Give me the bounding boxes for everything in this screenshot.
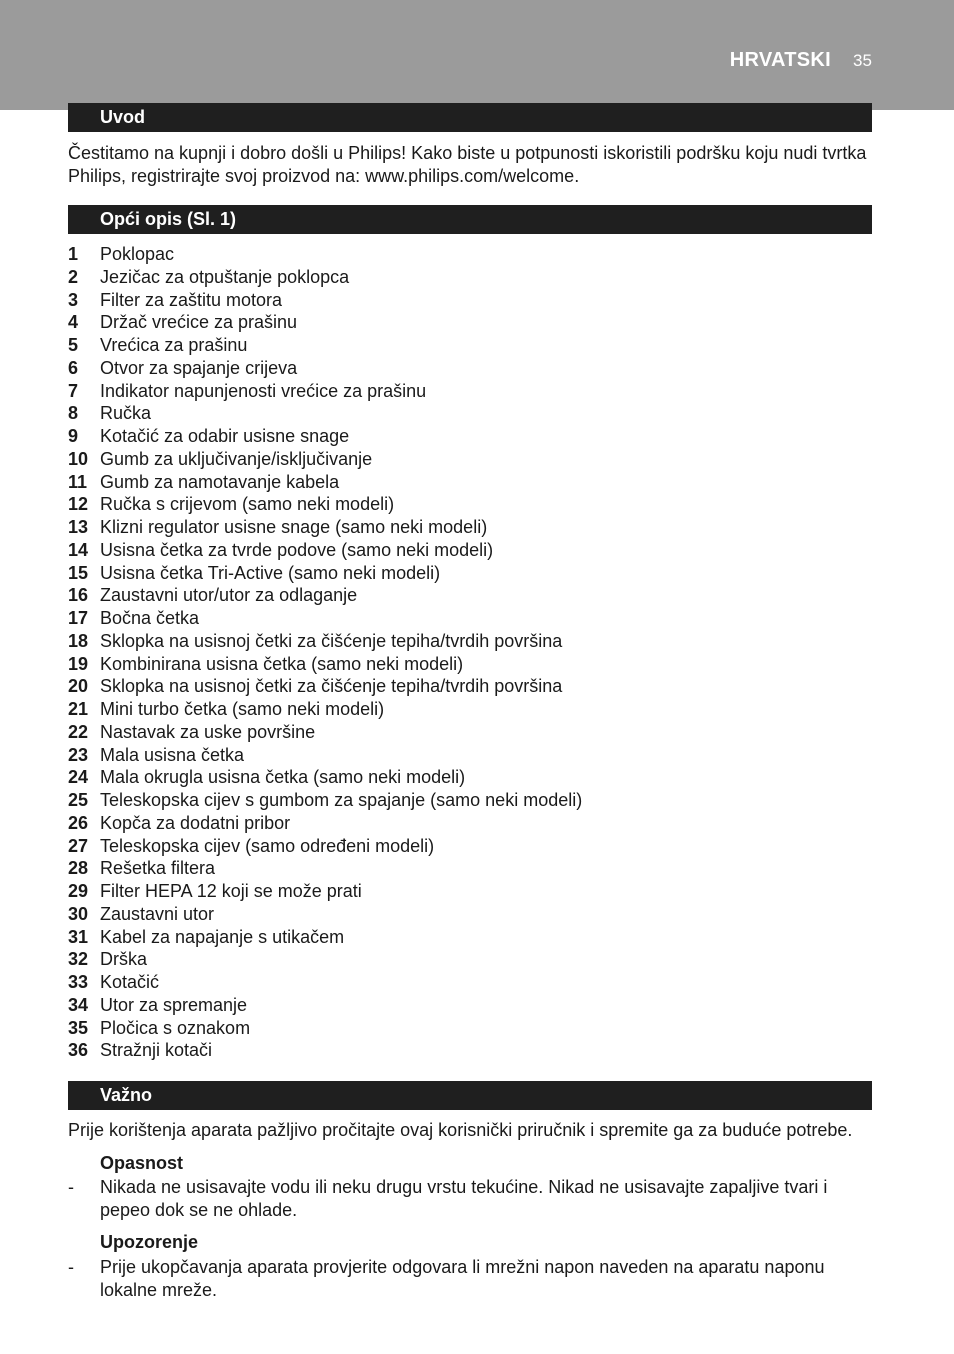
language-label: HRVATSKI bbox=[729, 49, 831, 71]
list-item bbox=[68, 380, 582, 403]
list-item bbox=[68, 812, 582, 835]
list-item bbox=[68, 1017, 582, 1040]
item-label: Gumb za namotavanje kabela bbox=[100, 471, 340, 492]
item-label: Kotačić bbox=[100, 972, 160, 992]
item-label: Ručka s crijevom (samo neki modeli) bbox=[100, 494, 395, 515]
item-number: 3 bbox=[68, 289, 79, 310]
list-item bbox=[68, 243, 582, 266]
list-item bbox=[68, 903, 582, 926]
list-item bbox=[68, 562, 582, 585]
item-label: Sklopka na usisnoj četki za čišćenje tepiha/tvrdih površina bbox=[100, 676, 563, 697]
item-number: 8 bbox=[68, 403, 79, 424]
list-item bbox=[68, 357, 582, 380]
danger-item bbox=[68, 1176, 838, 1221]
item-label: Ručka bbox=[100, 403, 152, 424]
warning-text: Prije ukopčavanja aparata provjerite odgovara li mrežni napon naveden na aparatu naponu lokalne mreže. bbox=[100, 1257, 825, 1300]
parts-list bbox=[68, 243, 582, 1062]
item-number: 19 bbox=[68, 653, 89, 674]
item-label: Nastavak za uske površine bbox=[100, 721, 316, 742]
item-label: Kotačić za odabir usisne snage bbox=[100, 426, 350, 446]
item-number: 7 bbox=[68, 380, 79, 401]
list-item bbox=[68, 471, 582, 494]
item-number: 33 bbox=[68, 972, 89, 992]
list-item bbox=[68, 289, 582, 312]
item-label: Stražnji kotači bbox=[100, 1040, 213, 1061]
list-item bbox=[68, 425, 582, 448]
danger-heading: Opasnost bbox=[100, 1153, 184, 1173]
item-number: 35 bbox=[68, 1017, 89, 1038]
item-label: Jezičac za otpuštanje poklopca bbox=[100, 266, 350, 287]
list-item bbox=[68, 675, 582, 698]
bullet-dash: - bbox=[68, 1257, 74, 1277]
item-number: 20 bbox=[68, 676, 89, 697]
list-item bbox=[68, 698, 582, 721]
item-number: 17 bbox=[68, 608, 89, 628]
item-number: 9 bbox=[68, 426, 79, 446]
item-label: Gumb za uključivanje/isključivanje bbox=[100, 448, 373, 469]
item-number: 15 bbox=[68, 562, 89, 583]
list-item bbox=[68, 744, 582, 767]
item-number: 11 bbox=[68, 471, 88, 492]
item-number: 16 bbox=[68, 585, 89, 606]
item-number: 23 bbox=[68, 744, 89, 765]
section-heading-description: Opći opis (Sl. 1) bbox=[68, 205, 872, 234]
item-number: 31 bbox=[68, 926, 89, 947]
item-number: 24 bbox=[68, 767, 89, 788]
item-number: 5 bbox=[68, 335, 79, 355]
item-label: Usisna četka Tri-Active (samo neki modeli) bbox=[100, 562, 441, 583]
item-label: Mala okrugla usisna četka (samo neki modeli) bbox=[100, 767, 466, 788]
danger-text: Nikada ne usisavajte vodu ili neku drugu vrstu tekućine. Nikad ne usisavajte zapaljive tvari i pepeo dok se ne ohlade. bbox=[100, 1177, 828, 1220]
item-number: 36 bbox=[68, 1040, 89, 1061]
item-label: Mala usisna četka bbox=[100, 744, 245, 765]
section-heading-important: Važno bbox=[68, 1081, 872, 1110]
page-header bbox=[0, 0, 954, 110]
item-label: Zaustavni utor/utor za odlaganje bbox=[100, 585, 358, 606]
item-number: 2 bbox=[68, 266, 79, 287]
item-label: Poklopac bbox=[100, 244, 175, 264]
item-number: 14 bbox=[68, 539, 89, 560]
list-item bbox=[68, 448, 582, 471]
list-item bbox=[68, 857, 582, 880]
item-number: 13 bbox=[68, 517, 89, 537]
item-label: Klizni regulator usisne snage (samo neki modeli) bbox=[100, 517, 488, 537]
item-number: 34 bbox=[68, 994, 89, 1015]
list-item bbox=[68, 766, 582, 789]
important-paragraph: Prije korištenja aparata pažljivo pročitajte ovaj korisnički priručnik i spremite ga za buduće potrebe. bbox=[68, 1120, 853, 1140]
item-number: 32 bbox=[68, 949, 89, 970]
list-item bbox=[68, 880, 582, 903]
list-item bbox=[68, 311, 582, 334]
list-item bbox=[68, 926, 582, 949]
list-item bbox=[68, 584, 582, 607]
item-label: Sklopka na usisnoj četki za čišćenje tepiha/tvrdih površina bbox=[100, 630, 563, 651]
list-item bbox=[68, 994, 582, 1017]
warning-heading: Upozorenje bbox=[100, 1232, 199, 1252]
item-number: 4 bbox=[68, 312, 79, 333]
item-label: Zaustavni utor bbox=[100, 903, 215, 924]
list-item bbox=[68, 835, 582, 858]
item-label: Teleskopska cijev (samo određeni modeli) bbox=[100, 835, 435, 856]
section-heading-intro: Uvod bbox=[68, 103, 872, 132]
item-label: Kombinirana usisna četka (samo neki modeli) bbox=[100, 653, 464, 674]
warning-item bbox=[68, 1256, 838, 1301]
list-item bbox=[68, 266, 582, 289]
item-number: 18 bbox=[68, 630, 89, 651]
item-label: Indikator napunjenosti vrećice za prašinu bbox=[100, 380, 427, 401]
item-label: Bočna četka bbox=[100, 608, 200, 628]
item-label: Vrećica za prašinu bbox=[100, 335, 248, 355]
item-label: Usisna četka za tvrde podove (samo neki modeli) bbox=[100, 539, 494, 560]
item-number: 12 bbox=[68, 494, 89, 515]
list-item bbox=[68, 789, 582, 812]
item-label: Kopča za dodatni pribor bbox=[100, 812, 291, 833]
list-item bbox=[68, 402, 582, 425]
item-label: Pločica s oznakom bbox=[100, 1017, 251, 1038]
item-number: 28 bbox=[68, 858, 89, 879]
list-item bbox=[68, 334, 582, 357]
item-number: 27 bbox=[68, 835, 89, 856]
list-item bbox=[68, 516, 582, 539]
item-label: Teleskopska cijev s gumbom za spajanje (samo neki modeli) bbox=[100, 790, 583, 810]
intro-paragraph: Čestitamo na kupnji i dobro došli u Philips! Kako biste u potpunosti iskoristili podršku koju nudi tvrtka Philips, registrirajte svoj proizvod na: www.philips.com/welcome. bbox=[68, 143, 867, 186]
page-number: 35 bbox=[853, 51, 872, 70]
list-item bbox=[68, 539, 582, 562]
item-number: 26 bbox=[68, 812, 89, 833]
bullet-dash: - bbox=[68, 1177, 74, 1197]
item-number: 6 bbox=[68, 357, 79, 378]
item-label: Utor za spremanje bbox=[100, 994, 248, 1015]
item-label: Rešetka filtera bbox=[100, 858, 216, 879]
list-item bbox=[68, 493, 582, 516]
item-number: 29 bbox=[68, 881, 89, 901]
item-number: 25 bbox=[68, 790, 89, 810]
list-item bbox=[68, 948, 582, 971]
item-label: Držač vrećice za prašinu bbox=[100, 312, 298, 333]
list-item bbox=[68, 653, 582, 676]
item-number: 21 bbox=[68, 699, 89, 719]
list-item bbox=[68, 607, 582, 630]
item-number: 30 bbox=[68, 903, 89, 924]
list-item bbox=[68, 1039, 582, 1062]
item-label: Filter HEPA 12 koji se može prati bbox=[100, 881, 362, 901]
list-item bbox=[68, 971, 582, 994]
item-number: 1 bbox=[68, 244, 79, 264]
item-number: 10 bbox=[68, 448, 89, 469]
item-label: Drška bbox=[100, 949, 148, 970]
item-label: Otvor za spajanje crijeva bbox=[100, 357, 298, 378]
list-item bbox=[68, 630, 582, 653]
list-item bbox=[68, 721, 582, 744]
item-label: Kabel za napajanje s utikačem bbox=[100, 926, 345, 947]
item-label: Mini turbo četka (samo neki modeli) bbox=[100, 699, 385, 719]
item-number: 22 bbox=[68, 721, 89, 742]
item-label: Filter za zaštitu motora bbox=[100, 289, 283, 310]
